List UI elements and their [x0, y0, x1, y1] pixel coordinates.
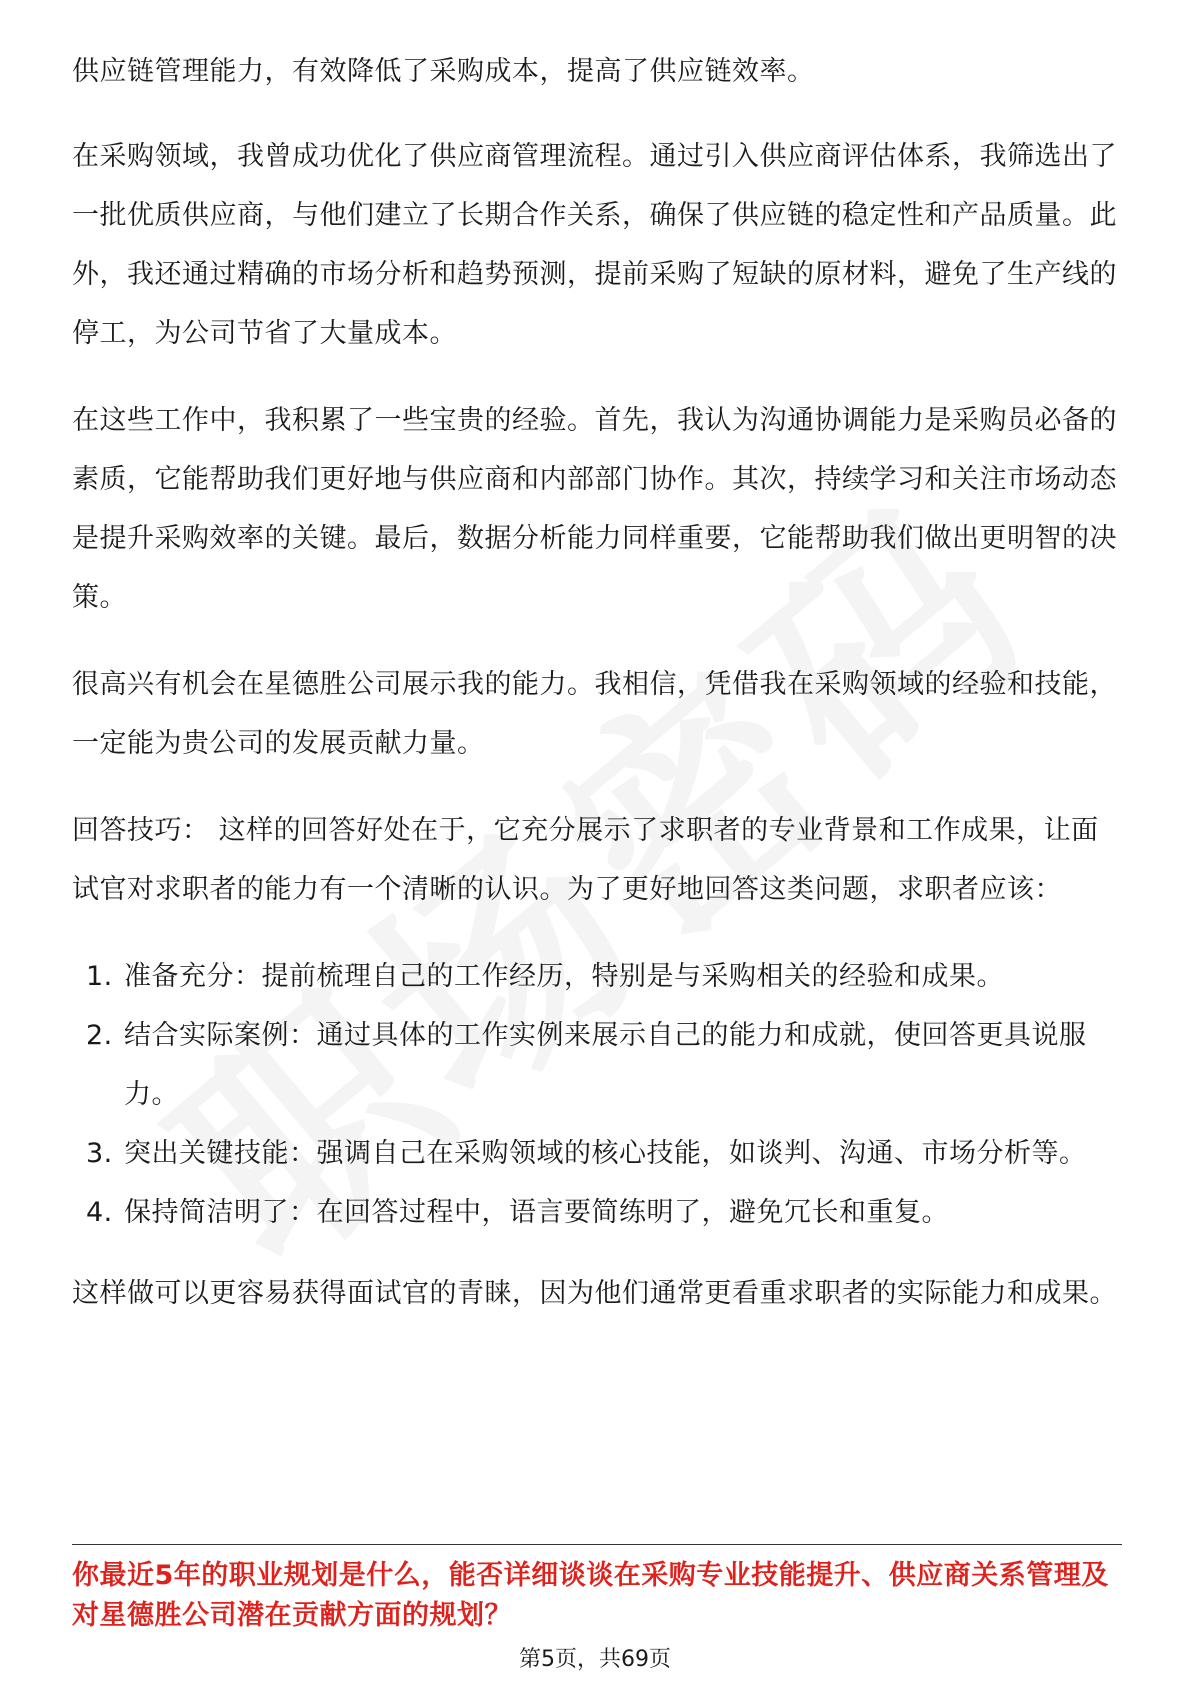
section-divider [72, 1544, 1122, 1545]
page-footer: 第5页，共69页 [519, 1647, 671, 1672]
answer-tips-intro: 回答技巧： 这样的回答好处在于，它充分展示了求职者的专业背景和工作成果，让面试官对求职者的能力有一个清晰的认识。为了更好地回答这类问题，求职者应该： [72, 815, 1099, 905]
list-item-text: 准备充分：提前梳理自己的工作经历，特别是与采购相关的经验和成果。 [124, 961, 1004, 992]
list-item-number: 4. [86, 1197, 113, 1228]
list-item-text: 结合实际案例：通过具体的工作实例来展示自己的能力和成就，使回答更具说服力。 [124, 1020, 1087, 1110]
next-question-heading: 你最近5年的职业规划是什么，能否详细谈谈在采购专业技能提升、供应商关系管理及对星德胜公司潜在贡献方面的规划？ [72, 1560, 1109, 1631]
list-item [72, 1006, 1122, 1124]
paragraph-4: 很高兴有机会在星德胜公司展示我的能力。我相信，凭借我在采购领域的经验和技能，一定能为贵公司的发展贡献力量。 [72, 669, 1117, 759]
paragraph-1: 供应链管理能力，有效降低了采购成本，提高了供应链效率。 [72, 56, 815, 87]
tips-list [72, 947, 1122, 1242]
list-item [72, 1124, 1122, 1183]
list-item-text: 保持简洁明了：在回答过程中，语言要简练明了，避免冗长和重复。 [124, 1197, 949, 1228]
list-item [72, 947, 1122, 1006]
list-item-number: 1. [86, 961, 113, 992]
closing-paragraph: 这样做可以更容易获得面试官的青睐，因为他们通常更看重求职者的实际能力和成果。 [72, 1278, 1117, 1309]
list-item [72, 1183, 1122, 1242]
list-item-text: 突出关键技能：强调自己在采购领域的核心技能，如谈判、沟通、市场分析等。 [124, 1138, 1087, 1169]
list-item-number: 2. [86, 1020, 113, 1051]
list-item-number: 3. [86, 1138, 113, 1169]
paragraph-3: 在这些工作中，我积累了一些宝贵的经验。首先，我认为沟通协调能力是采购员必备的素质，它能帮助我们更好地与供应商和内部部门协作。其次，持续学习和关注市场动态是提升采购效率的关键。最后，数据分析能力同样重要，它能帮助我们做出更明智的决策。 [72, 405, 1117, 613]
paragraph-2: 在采购领域，我曾成功优化了供应商管理流程。通过引入供应商评估体系，我筛选出了一批优质供应商，与他们建立了长期合作关系，确保了供应链的稳定性和产品质量。此外，我还通过精确的市场分析和趋势预测，提前采购了短缺的原材料，避免了生产线的停工，为公司节省了大量成本。 [72, 141, 1117, 349]
document-body [72, 42, 1122, 1351]
